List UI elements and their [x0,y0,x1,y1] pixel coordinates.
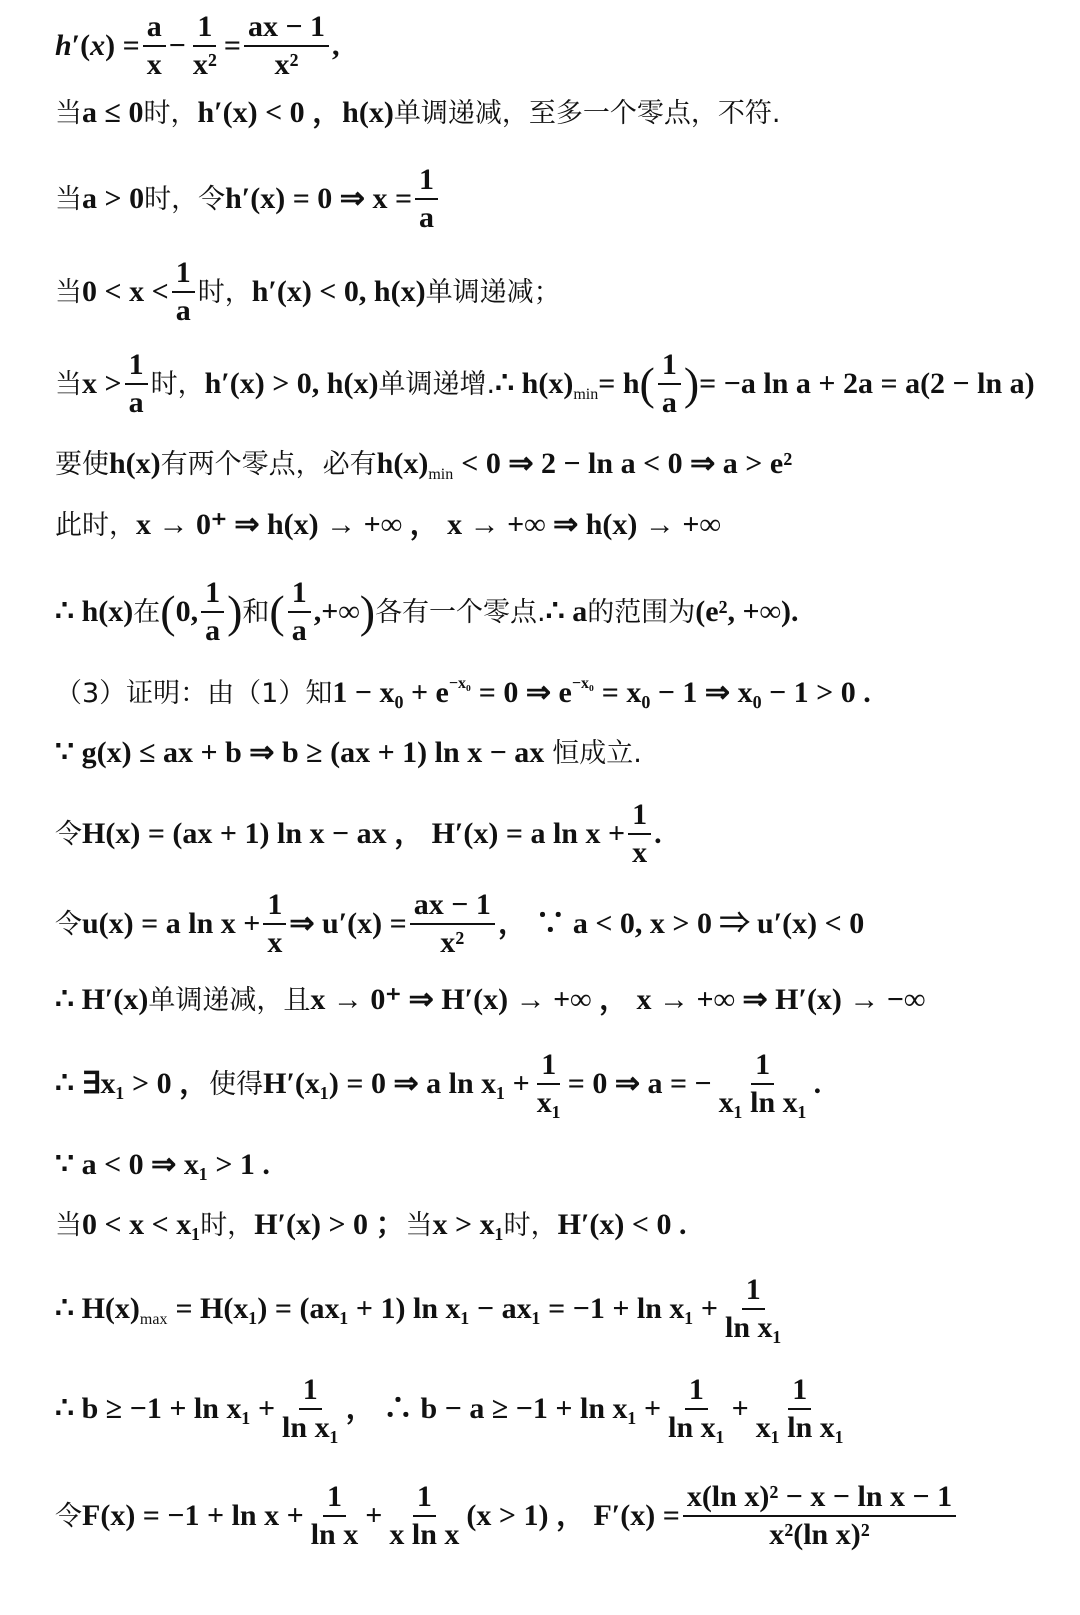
fraction: $\frac{1}{a}$ [201,578,224,646]
line-7: 此时， x → 0⁺ ⇒ h(x) → +∞ ， x → +∞ ⇒ h(x) → +∞ [55,508,721,541]
fraction: $\frac{ax - 1}{\text{x²}}$ [244,12,329,80]
line-6: 要使 h(x) 有两个零点，必有 h(x) $_{min}$ < 0 ⇒ 2 − ln a < 0 ⇒ a > e² [55,447,793,483]
line-16: 当 0 < x < x₁ 时， H′(x) > 0 ； 当 x > x₁ 时， H′(x) < 0 . [55,1208,687,1241]
fraction: $\frac{1}{\text{x₁}}$ [536,1048,561,1119]
fraction: $\frac{1}{\text{ln x₁}}$ [282,1373,339,1444]
fraction: $\frac{ax - 1}{\text{x²}}$ [410,890,495,958]
fraction: $\frac{1}{\text{x₁ ln x₁}}$ [718,1048,807,1119]
fraction: $\frac{1}{\text{ln x₁}}$ [668,1373,725,1444]
line-19: 令 F(x) = −1 + ln x + $\frac{1}{\text{ln x}}$ + $\frac{1}{\text{x ln x}}$ (x > 1) ， F′(x) = $\frac{\text{x(ln x)² − x − ln x − 1}}{\text{x²(ln x)²}}$ [55,1482,959,1550]
line-11: 令 H(x) = (ax + 1) ln x − ax ， H′(x) = a ln x + $\frac{1}{x}$ . [55,798,662,869]
fraction: $\frac{1}{\text{ln x}}$ [310,1480,359,1551]
fraction: $\frac{1}{a}$ [172,258,195,326]
line-9: （3）证明：由（1）知 1 − x₀ + e $^{-x_0}$ = 0 ⇒ e $^{-x_0}$ = x₀ − 1 ⇒ x₀ − 1 > 0 . [55,675,871,709]
line-17: ∴ H(x) $_{max}$ = H(x₁) = (ax₁ + 1) ln x₁ − ax₁ = −1 + ln x₁ + $\frac{1}{\text{ln x₁}}$ [55,1275,789,1343]
fraction: $\frac{1}{x}$ [263,890,286,958]
line-13: ∴ H′(x) 单调递减，且 x → 0⁺ ⇒ H′(x) → +∞ ， x → +∞ ⇒ H′(x) → −∞ [55,983,926,1016]
line-5: 当 x > $\frac{1}{a}$ 时， h′(x) > 0, h(x) 单调递增. ∴ h(x) $_{min}$ = h ( $\frac{1}{a}$ ) = −a ln a + 2a = a(2 − ln a) [55,348,1035,419]
fraction: $\frac{1}{\text{x₁ ln x₁}}$ [755,1373,844,1444]
fraction: $\frac{\text{x(ln x)² − x − ln x − 1}}{\text{x²(ln x)²}}$ [683,1482,956,1550]
line-10: ∵ g(x) ≤ ax + b ⇒ b ≥ (ax + 1) ln x − ax 恒成立. [55,736,642,769]
fraction: $\frac{1}{a}$ [658,350,681,418]
fraction: $\frac{1}{a}$ [415,165,438,233]
fraction: $\frac{a}{x}$ [143,12,166,80]
fraction: $\frac{1}{a}$ [288,578,311,646]
fraction: $\frac{1}{a}$ [125,350,148,418]
line-12: 令 u(x) = a ln x + $\frac{1}{x}$ ⇒ u′(x) = $\frac{ax - 1}{\text{x²}}$ ， ∵ a < 0, x > 0 ⇒ u′(x) < 0 [55,888,865,959]
line-8: ∴ h(x) 在 ( 0, $\frac{1}{a}$ ) 和 ( $\frac{1}{a}$ ,+∞ ) 各有一个零点. ∴ a 的范围为 (e², +∞). [55,576,799,647]
fraction: $\frac{1}{\text{ln x₁}}$ [725,1273,782,1344]
line-18: ∴ b ≥ −1 + ln x₁ + $\frac{1}{\text{ln x₁}}$ ， ∴ b − a ≥ −1 + ln x₁ + $\frac{1}{\text{ln x₁}}$ + $\frac{1}{\text{x₁ ln x₁}}$ [55,1375,851,1443]
line-1: h′(x) = $\frac{a}{x}$ − $\frac{1}{\text{x²}}$ = $\frac{ax - 1}{\text{x²}}$ , [55,10,340,81]
fraction: $\frac{1}{\text{x²}}$ [192,10,217,81]
fraction: $\frac{1}{\text{x ln x}}$ [389,1480,460,1551]
line-15: ∵ a < 0 ⇒ x₁ > 1 . [55,1148,270,1181]
line-4: 当 0 < x < $\frac{1}{a}$ 时， h′(x) < 0, h(x) 单调递减； [55,256,561,327]
fraction: $\frac{1}{x}$ [628,800,651,868]
line-2: 当 a ≤ 0 时， h′(x) < 0 ，h(x) 单调递减，至多一个零点，不符. [55,96,781,129]
line-14: ∴ ∃x₁ > 0 ， 使得 H′(x₁) = 0 ⇒ a ln x₁ + $\frac{1}{\text{x₁}}$ = 0 ⇒ a = − $\frac{1}{\text{x₁ ln x₁}}$ . [55,1048,822,1119]
line-3: 当 a > 0 时，令 h′(x) = 0 ⇒ x = $\frac{1}{a}$ [55,165,441,233]
